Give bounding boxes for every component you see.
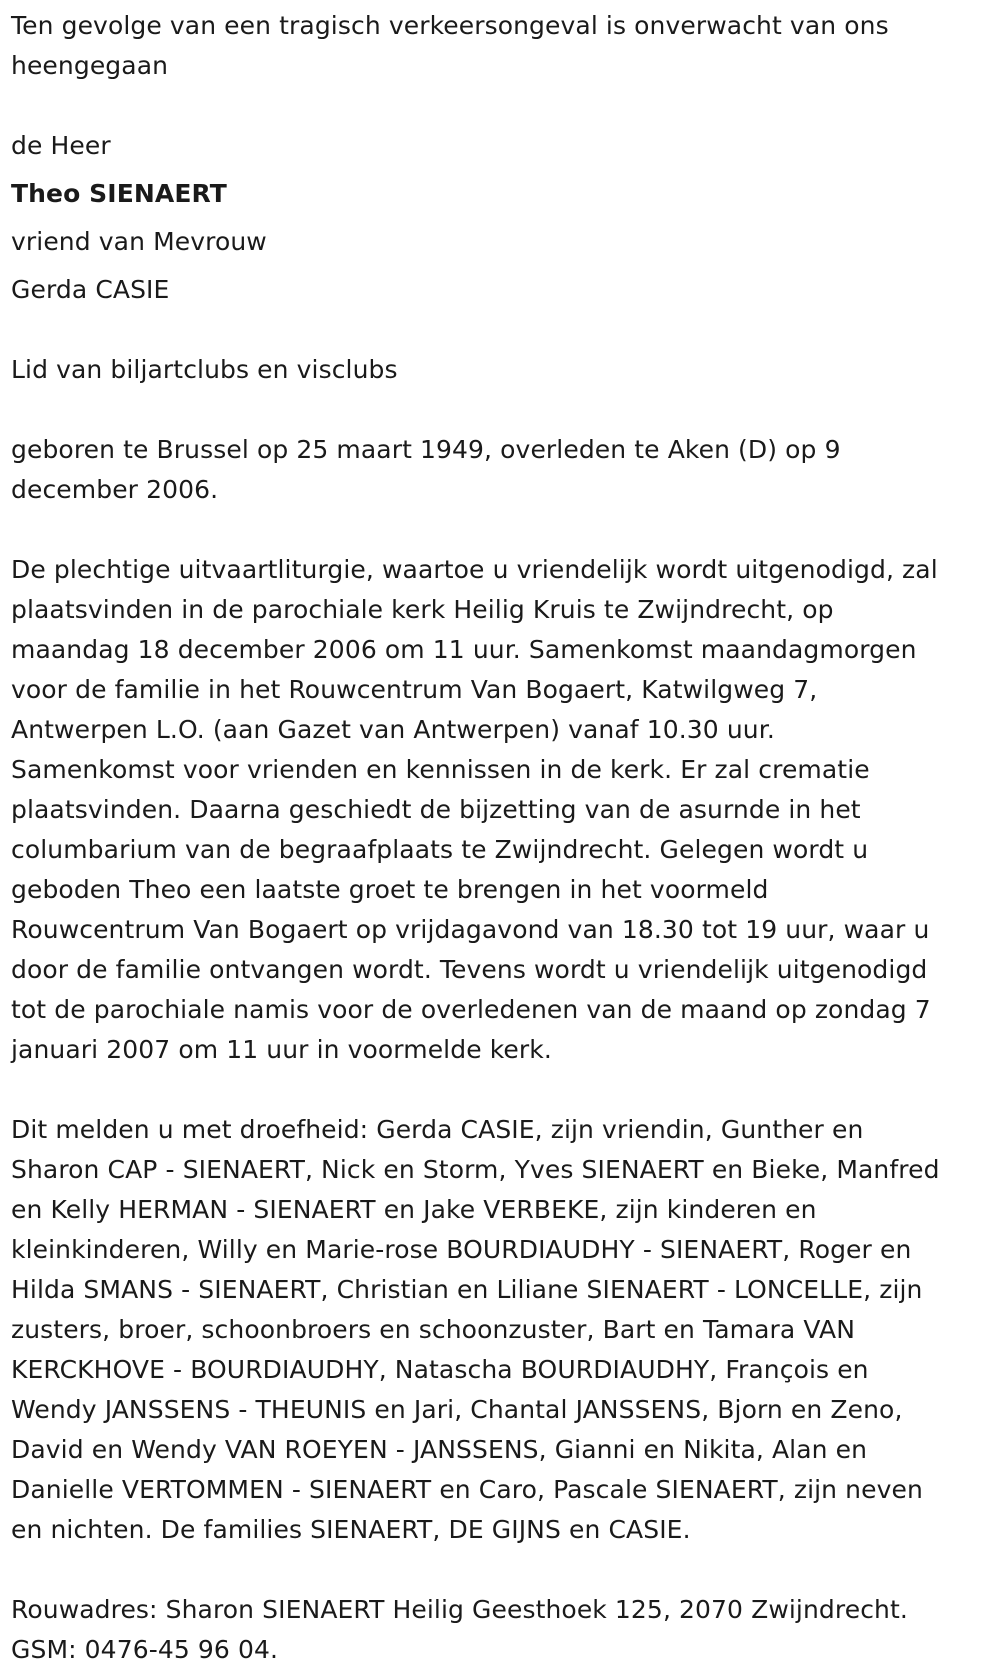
intro-line-2: heengegaan — [11, 51, 169, 80]
funeral-line: tot de parochiale namis voor de overledenen van de maand op zondag 7 — [11, 995, 931, 1024]
relation-line-2: Gerda CASIE — [11, 275, 170, 304]
funeral-line: Antwerpen L.O. (aan Gazet van Antwerpen) vanaf 10.30 uur. — [11, 715, 775, 744]
funeral-line: plaatsvinden. Daarna geschiedt de bijzetting van de asurnde in het — [11, 795, 861, 824]
family-line: Danielle VERTOMMEN - SIENAERT en Caro, Pascale SIENAERT, zijn neven — [11, 1475, 923, 1504]
family-line: en Kelly HERMAN - SIENAERT en Jake VERBEKE, zijn kinderen en — [11, 1195, 817, 1224]
phone-number: GSM: 0476-45 96 04. — [11, 1635, 278, 1664]
funeral-line: voor de familie in het Rouwcentrum Van Bogaert, Katwilgweg 7, — [11, 675, 818, 704]
mourning-address: Rouwadres: Sharon SIENAERT Heilig Geesthoek 125, 2070 Zwijndrecht. — [11, 1595, 908, 1624]
deceased-section — [11, 126, 991, 310]
funeral-line: plaatsvinden in de parochiale kerk Heilig Kruis te Zwijndrecht, op — [11, 595, 834, 624]
family-line: kleinkinderen, Willy en Marie-rose BOURDIAUDHY - SIENAERT, Roger en — [11, 1235, 912, 1264]
address-paragraph — [11, 1590, 991, 1670]
intro-line-1: Ten gevolge van een tragisch verkeersongeval is onverwacht van ons — [11, 11, 889, 40]
family-line: KERCKHOVE - BOURDIAUDHY, Natascha BOURDIAUDHY, François en — [11, 1355, 869, 1384]
family-line: David en Wendy VAN ROEYEN - JANSSENS, Gianni en Nikita, Alan en — [11, 1435, 868, 1464]
family-line: Dit melden u met droefheid: Gerda CASIE, zijn vriendin, Gunther en — [11, 1115, 864, 1144]
honorific: de Heer — [11, 131, 111, 160]
birth-death-paragraph — [11, 430, 991, 510]
funeral-line: De plechtige uitvaartliturgie, waartoe u vriendelijk wordt uitgenodigd, zal — [11, 555, 938, 584]
intro-paragraph — [11, 6, 991, 86]
family-line: zusters, broer, schoonbroers en schoonzuster, Bart en Tamara VAN — [11, 1315, 856, 1344]
birth-death-line-1: geboren te Brussel op 25 maart 1949, overleden te Aken (D) op 9 — [11, 435, 841, 464]
obituary-notice — [11, 6, 991, 1670]
funeral-line: columbarium van de begraafplaats te Zwijndrecht. Gelegen wordt u — [11, 835, 869, 864]
membership-text — [11, 350, 991, 390]
family-paragraph — [11, 1110, 991, 1550]
funeral-line: door de familie ontvangen wordt. Tevens wordt u vriendelijk uitgenodigd — [11, 955, 928, 984]
funeral-line: maandag 18 december 2006 om 11 uur. Samenkomst maandagmorgen — [11, 635, 917, 664]
relation-line-1: vriend van Mevrouw — [11, 227, 267, 256]
family-line: Wendy JANSSENS - THEUNIS en Jari, Chantal JANSSENS, Bjorn en Zeno, — [11, 1395, 903, 1424]
funeral-line: januari 2007 om 11 uur in voormelde kerk. — [11, 1035, 552, 1064]
funeral-paragraph — [11, 550, 991, 1070]
funeral-line: Rouwcentrum Van Bogaert op vrijdagavond van 18.30 tot 19 uur, waar u — [11, 915, 930, 944]
birth-death-line-2: december 2006. — [11, 475, 219, 504]
funeral-line: geboden Theo een laatste groet te brengen in het voormeld — [11, 875, 769, 904]
family-line: Hilda SMANS - SIENAERT, Christian en Liliane SIENAERT - LONCELLE, zijn — [11, 1275, 923, 1304]
deceased-name: Theo SIENAERT — [11, 179, 227, 208]
funeral-line: Samenkomst voor vrienden en kennissen in de kerk. Er zal crematie — [11, 755, 870, 784]
family-line: Sharon CAP - SIENAERT, Nick en Storm, Yves SIENAERT en Bieke, Manfred — [11, 1155, 940, 1184]
membership-line: Lid van biljartclubs en visclubs — [11, 355, 398, 384]
family-line: en nichten. De families SIENAERT, DE GIJNS en CASIE. — [11, 1515, 691, 1544]
